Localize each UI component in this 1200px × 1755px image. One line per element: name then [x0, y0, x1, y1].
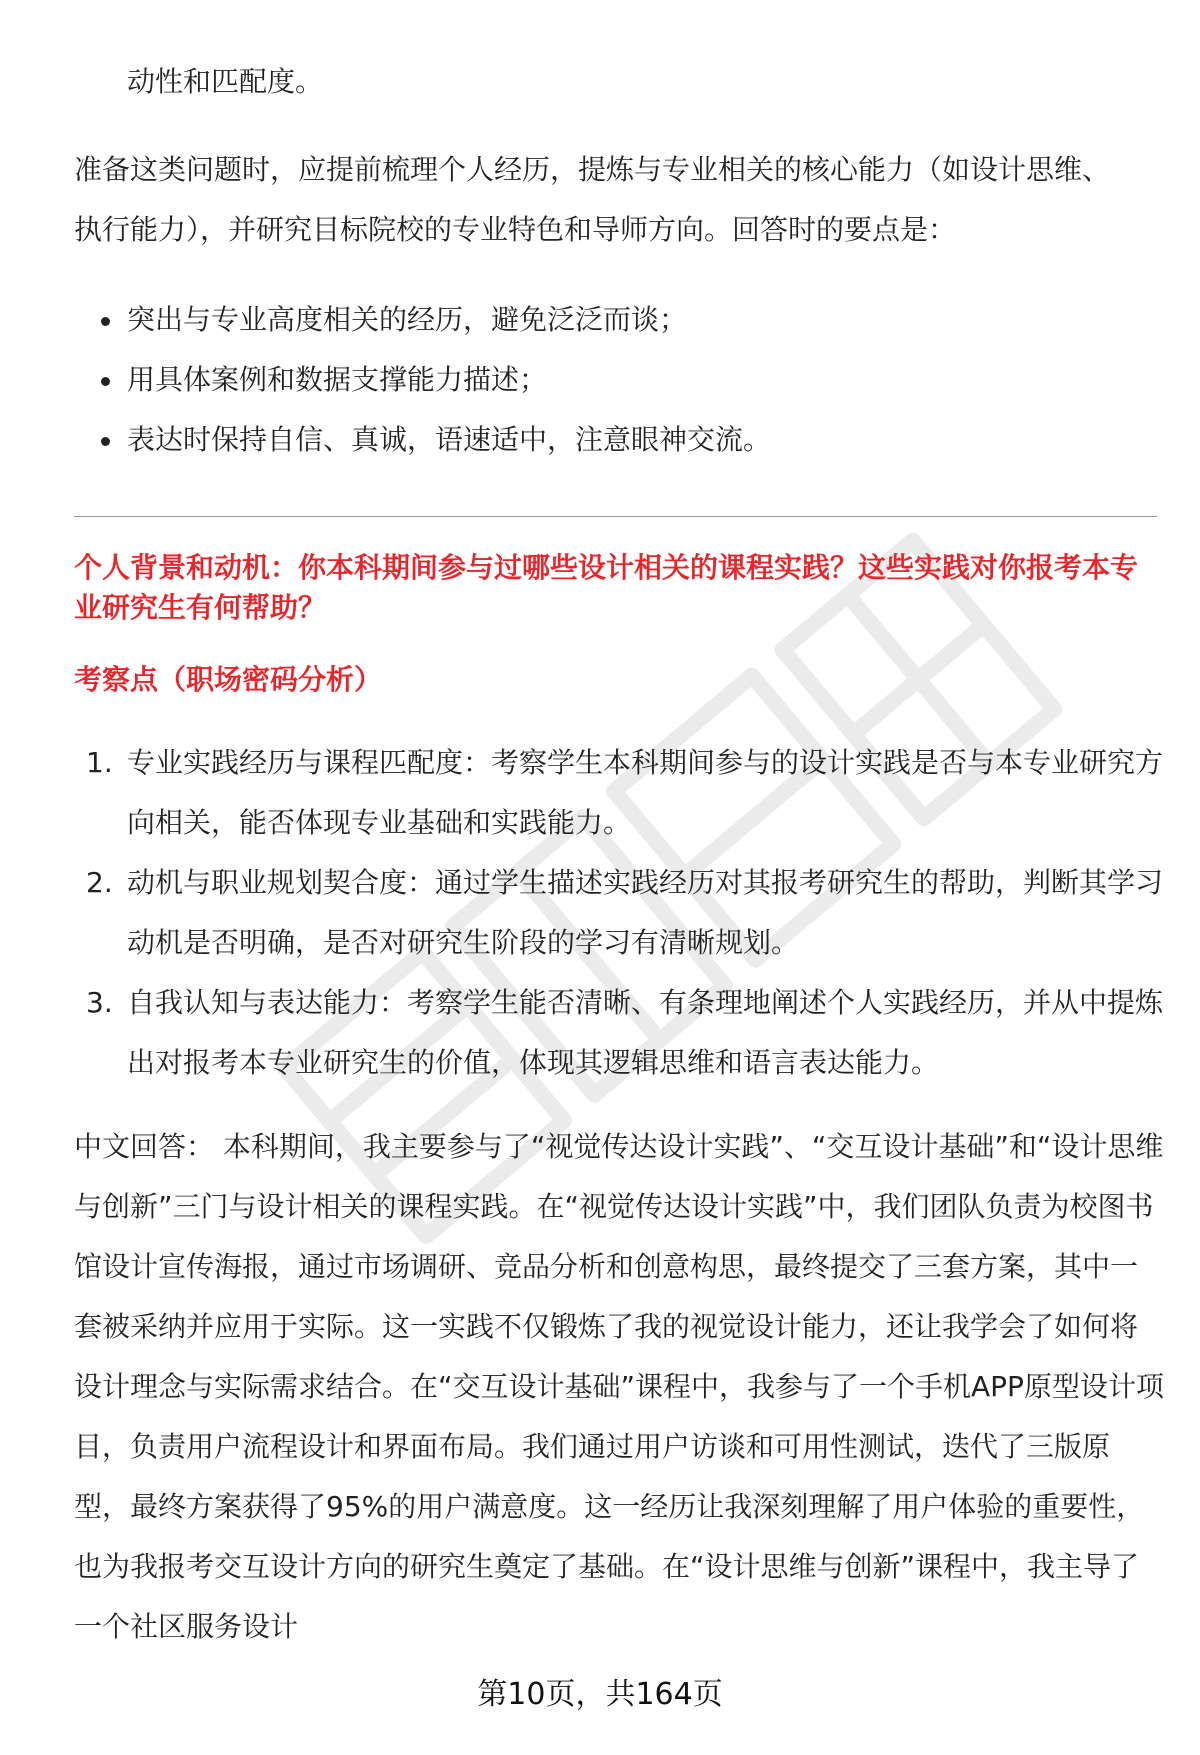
tip-text: 用具体案例和数据支撑能力描述； [127, 363, 548, 396]
bullet-dot-icon [101, 437, 110, 446]
list-item [74, 410, 1134, 470]
point-text: 自我认知与表达能力：考察学生能否清晰、有条理地阐述个人实践经历，并从中提炼出对报考本专业研究生的价值，体现其逻辑思维和语言表达能力。 [127, 986, 1164, 1079]
bullet-dot-icon [101, 377, 110, 386]
answer-paragraph: 中文回答： 本科期间，我主要参与了“视觉传达设计实践”、“交互设计基础”和“设计思维与创新”三门与设计相关的课程实践。在“视觉传达设计实践”中，我们团队负责为校图书馆设计宣传海报，通过市场调研、竞品分析和创意构思，最终提交了三套方案，其中一套被采纳并应用于实际。这一实践不仅锻炼了我的视觉设计能力，还让我学会了如何将设计理念与实际需求结合。在“交互设计基础”课程中，我参与了一个手机APP原型设计项目，负责用户流程设计和界面布局。我们通过用户访谈和可用性测试，迭代了三版原型，最终方案获得了95%的用户满意度。这一经历让我深刻理解了用户体验的重要性，也为我报考交互设计方向的研究生奠定了基础。在“设计思维与创新”课程中，我主导了一个社区服务设计 [74, 1130, 1164, 1643]
section-divider [74, 516, 1157, 517]
list-item [74, 853, 1164, 973]
points-title: 考察点（职场密码分析） [74, 663, 383, 696]
point-number: 1. [86, 746, 113, 779]
point-number: 2. [86, 866, 113, 899]
point-text: 动机与职业规划契合度：通过学生描述实践经历对其报考研究生的帮助，判断其学习动机是否明确，是否对研究生阶段的学习有清晰规划。 [127, 866, 1164, 959]
tips-list [74, 290, 1134, 470]
bullet-dot-icon [101, 317, 110, 326]
point-number: 3. [86, 986, 113, 1019]
list-item [74, 733, 1164, 853]
tip-text: 突出与专业高度相关的经历，避免泛泛而谈； [127, 303, 688, 336]
points-list [74, 733, 1164, 1093]
list-item [74, 350, 1134, 410]
point-text: 专业实践经历与课程匹配度：考察学生本科期间参与的设计实践是否与本专业研究方向相关，能否体现专业基础和实践能力。 [127, 746, 1164, 839]
tip-text: 表达时保持自信、真诚，语速适中，注意眼神交流。 [127, 423, 772, 456]
continuation-line: 动性和匹配度。 [127, 65, 324, 98]
list-item [74, 973, 1164, 1093]
question-heading: 个人背景和动机：你本科期间参与过哪些设计相关的课程实践？这些实践对你报考本专业研究生有何帮助？ [74, 551, 1139, 624]
intro-paragraph: 准备这类问题时，应提前梳理个人经历，提炼与专业相关的核心能力（如设计思维、执行能力），并研究目标院校的专业特色和导师方向。回答时的要点是： [74, 153, 1111, 246]
page-footer: 第10页，共164页 [477, 1677, 723, 1712]
list-item [74, 290, 1134, 350]
